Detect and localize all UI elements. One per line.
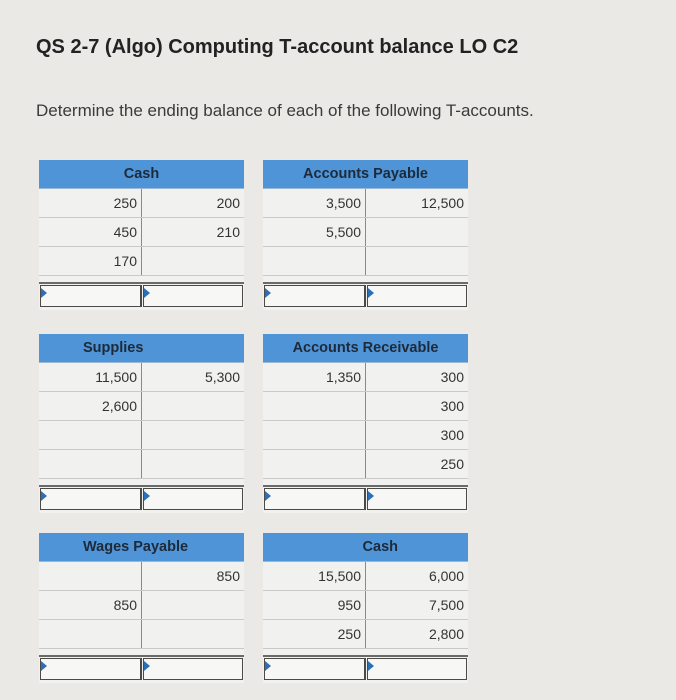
flag-icon [368,288,374,298]
t-account-accounts-payable [263,160,468,310]
t-account-row [263,562,468,591]
t-account-row [263,392,468,421]
debit-balance-input[interactable] [264,488,366,510]
t-account-row [39,363,244,392]
balance-row [263,282,468,310]
credit-value [142,450,244,478]
debit-value: 3,500 [263,189,366,217]
debit-balance-input[interactable] [40,658,142,680]
t-account-title: Supplies [39,334,244,363]
debit-value: 5,500 [263,218,366,246]
flag-icon [144,288,150,298]
credit-balance-input[interactable] [143,285,244,307]
flag-icon [41,288,47,298]
t-account-row [263,591,468,620]
t-account-row [263,247,468,276]
credit-balance-input[interactable] [143,488,244,510]
t-account-title: Accounts Receivable [263,334,468,363]
debit-value: 250 [263,620,366,648]
instruction-text: Determine the ending balance of each of the following T-accounts. [36,101,534,120]
credit-value: 200 [216,195,240,211]
t-account-row [39,620,244,649]
t-account-row [39,392,244,421]
credit-value: 850 [216,568,240,584]
debit-value [39,450,142,478]
t-account-title: Accounts Payable [263,160,468,189]
flag-icon [144,661,150,671]
balance-row [263,485,468,513]
debit-value [263,392,366,420]
credit-value [366,218,468,246]
credit-balance-input[interactable] [367,285,468,307]
flag-icon [144,491,150,501]
debit-value: 1,350 [263,363,366,391]
credit-value: 300 [440,398,464,414]
balance-row [39,655,244,683]
t-account-row [263,421,468,450]
t-account-row [39,247,244,276]
flag-icon [265,661,271,671]
balance-row [39,485,244,513]
t-account-wages-payable [39,533,244,683]
t-account-row [39,218,244,247]
t-account-row [39,189,244,218]
t-account-cash-2 [263,533,468,683]
t-account-supplies [39,334,244,513]
credit-balance-input[interactable] [367,658,468,680]
t-account-title: Cash [263,533,468,562]
credit-balance-input[interactable] [367,488,468,510]
debit-value [39,620,142,648]
t-account-row [263,363,468,392]
flag-icon [265,491,271,501]
debit-value: 850 [39,591,142,619]
debit-value [39,562,142,590]
debit-value: 170 [39,247,142,275]
credit-value [142,392,244,420]
credit-balance-input[interactable] [143,658,244,680]
debit-balance-input[interactable] [40,285,142,307]
credit-value: 300 [440,369,464,385]
t-account-cash [39,160,244,310]
credit-value: 2,800 [428,626,464,642]
credit-value [366,247,468,275]
t-account-row [263,620,468,649]
debit-value: 2,600 [39,392,142,420]
debit-value [263,450,366,478]
debit-value: 950 [263,591,366,619]
page-title: QS 2-7 (Algo) Computing T-account balance LO C2 [36,36,519,58]
flag-icon [41,661,47,671]
credit-value: 250 [440,456,464,472]
t-account-row [263,450,468,479]
debit-value: 11,500 [39,363,142,391]
flag-icon [41,491,47,501]
debit-balance-input[interactable] [40,488,142,510]
t-account-row [39,421,244,450]
credit-value [142,421,244,449]
debit-value [263,247,366,275]
t-account-title: Cash [39,160,244,189]
t-account-accounts-receivable [263,334,468,513]
t-account-row [263,218,468,247]
credit-value [142,247,244,275]
flag-icon [368,491,374,501]
debit-value [263,421,366,449]
balance-row [39,282,244,310]
flag-icon [368,661,374,671]
debit-value: 15,500 [263,562,366,590]
debit-value: 450 [39,218,142,246]
credit-value: 7,500 [428,597,464,613]
credit-value: 6,000 [428,568,464,584]
debit-value: 250 [39,189,142,217]
credit-value: 210 [216,224,240,240]
balance-row [263,655,468,683]
debit-value [39,421,142,449]
flag-icon [265,288,271,298]
t-account-row [39,591,244,620]
credit-value [142,591,244,619]
credit-value [142,620,244,648]
debit-balance-input[interactable] [264,285,366,307]
t-account-title: Wages Payable [39,533,244,562]
credit-value: 12,500 [421,195,464,211]
debit-balance-input[interactable] [264,658,366,680]
t-account-row [39,450,244,479]
t-account-row [263,189,468,218]
t-account-row [39,562,244,591]
credit-value: 300 [440,427,464,443]
credit-value: 5,300 [204,369,240,385]
